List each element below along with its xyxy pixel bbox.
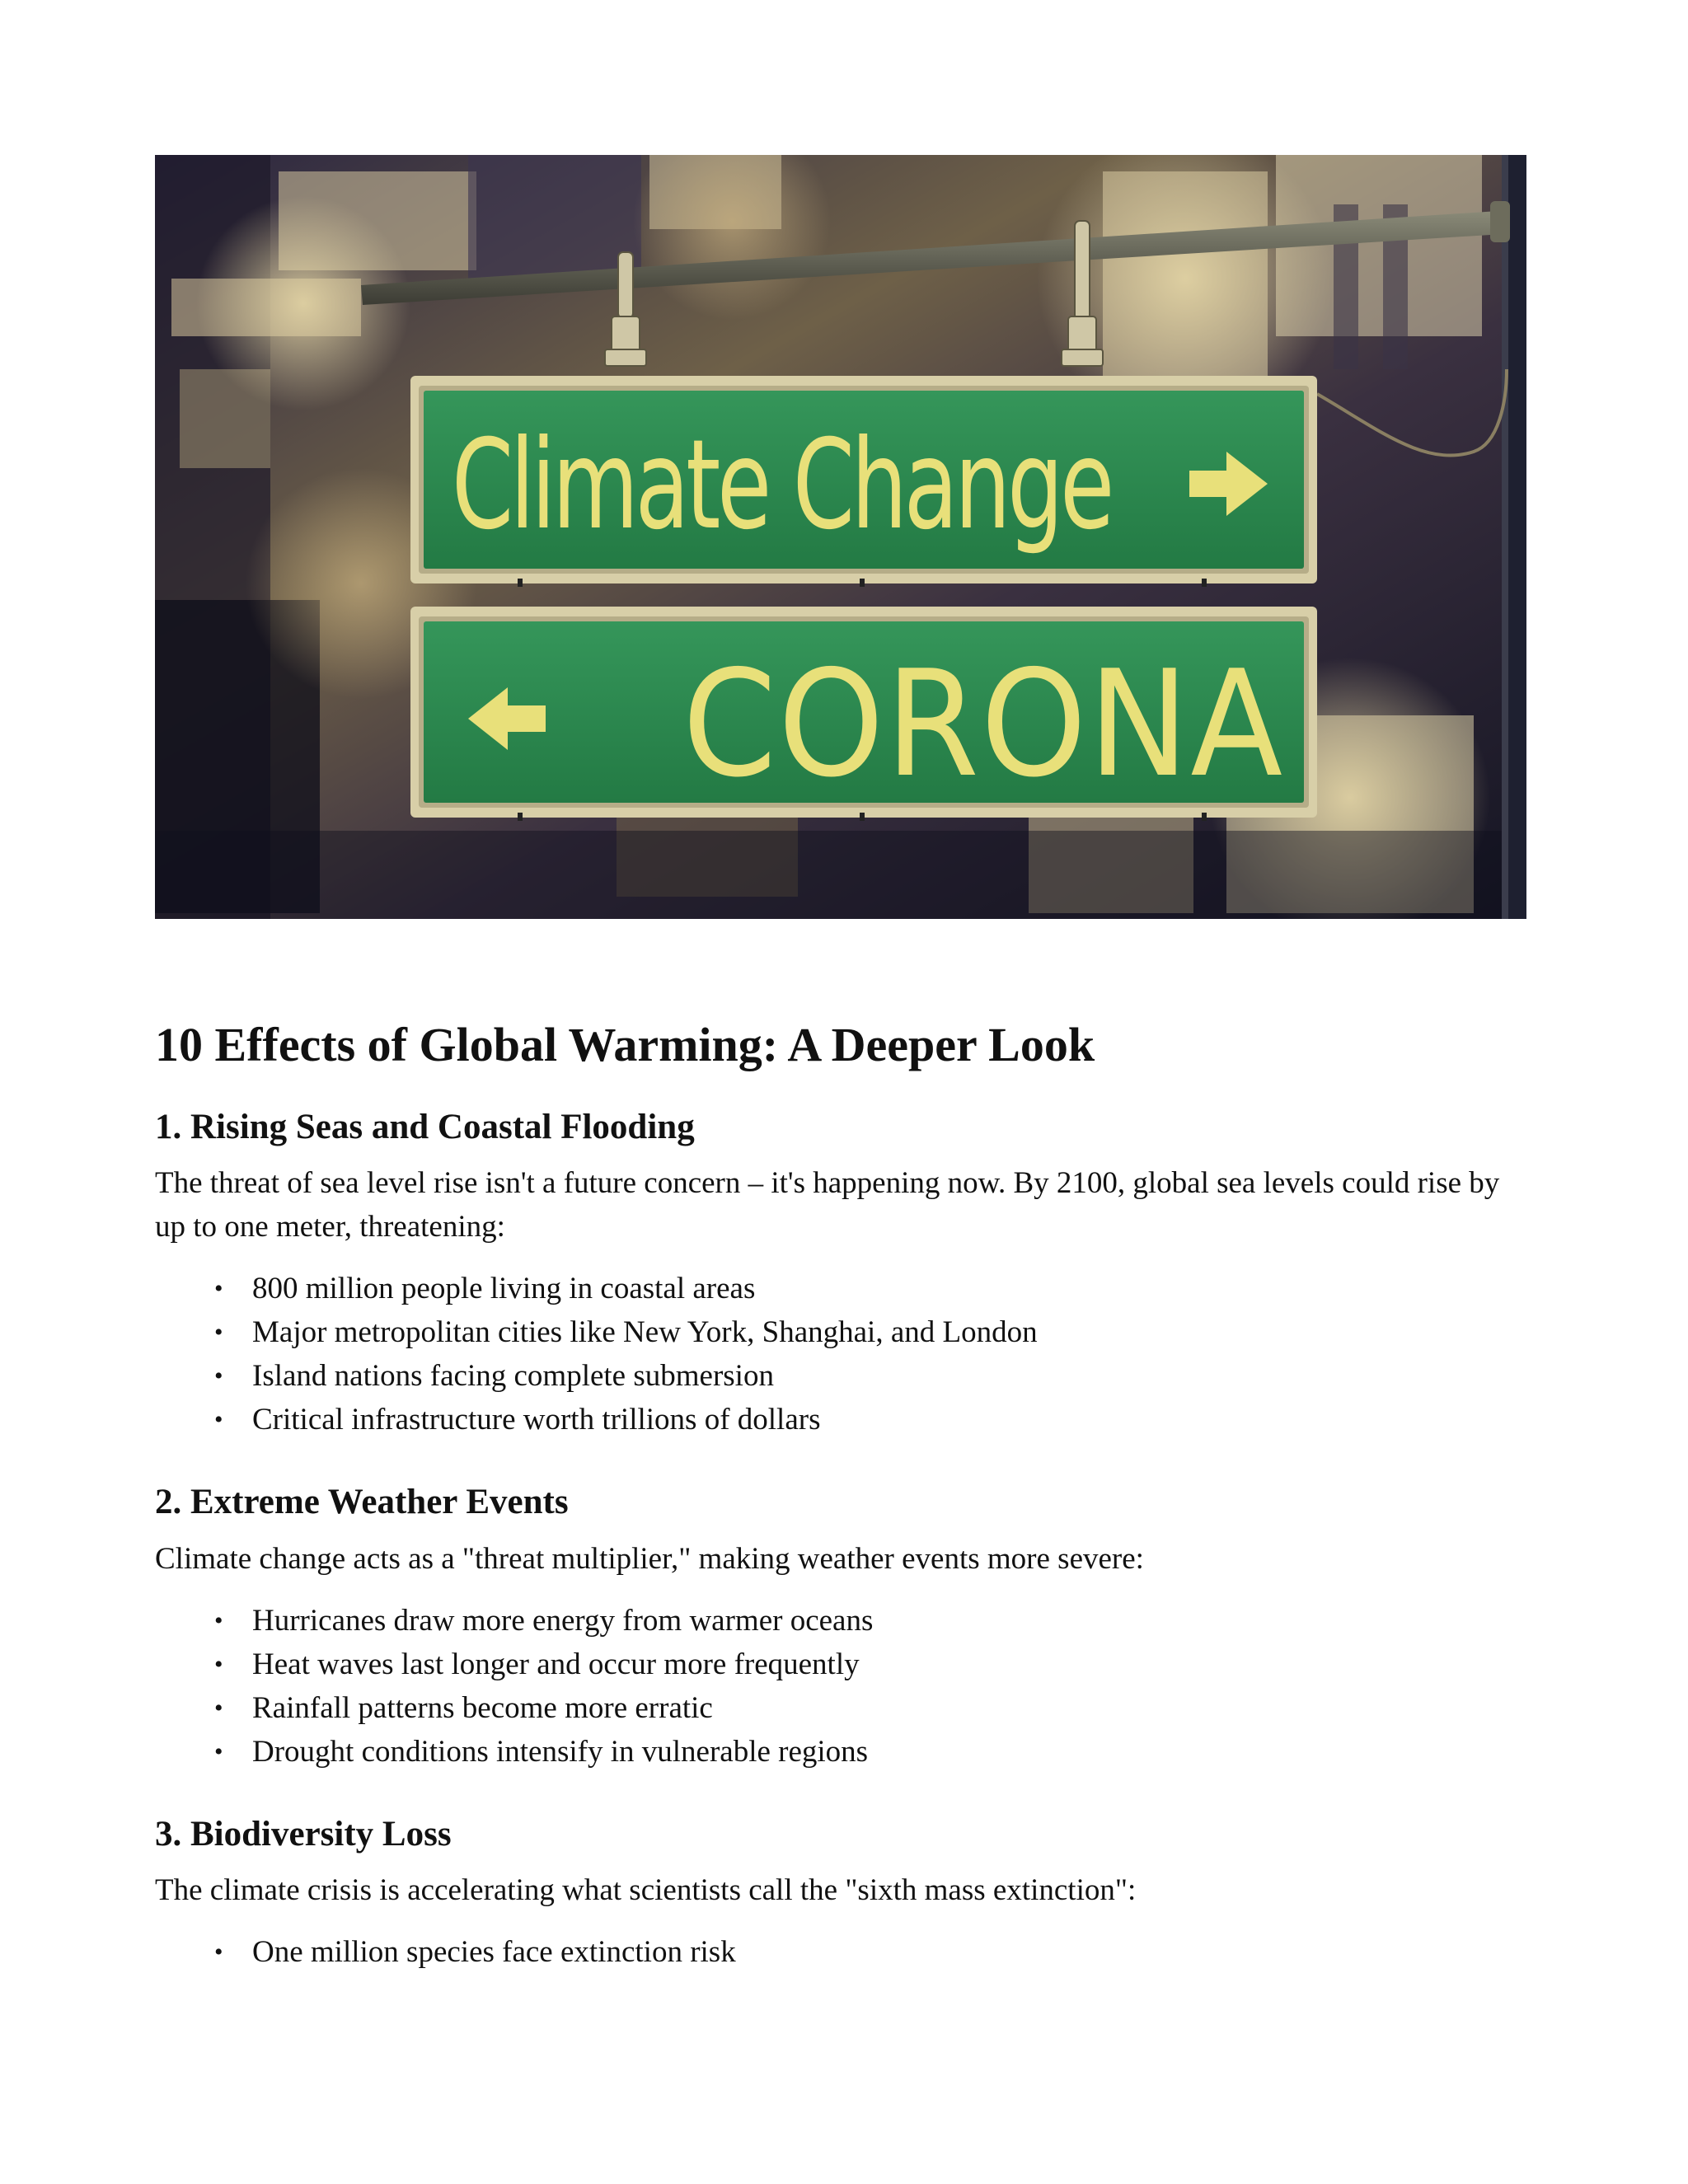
- bullet-list: [155, 1930, 1526, 1974]
- bullet-icon: •: [214, 1319, 223, 1347]
- section-intro: The climate crisis is accelerating what scientists call the "sixth mass extinction":: [155, 1873, 1137, 1908]
- section-rising-seas: [155, 1106, 1526, 1442]
- bullet-icon: •: [214, 1650, 223, 1678]
- bullet-icon: •: [214, 1275, 223, 1303]
- list-item: [155, 1354, 1526, 1398]
- bullet-icon: •: [214, 1938, 223, 1966]
- section-intro: Climate change acts as a "threat multiplier," making weather events more severe:: [155, 1541, 1144, 1576]
- list-item-text: Drought conditions intensify in vulnerable regions: [252, 1734, 869, 1769]
- list-item: [155, 1398, 1526, 1441]
- section-intro: The threat of sea level rise isn't a future concern – it's happening now. By 2100, global sea levels could rise by up to one meter, threatening:: [155, 1166, 1500, 1244]
- section-biodiversity-loss: [155, 1813, 1526, 1975]
- bullet-icon: •: [214, 1694, 223, 1722]
- document-page: [155, 155, 1526, 1974]
- section-heading: 3. Biodiversity Loss: [155, 1814, 452, 1854]
- bullet-icon: •: [214, 1406, 223, 1434]
- article-title: 10 Effects of Global Warming: A Deeper Look: [155, 1018, 1095, 1071]
- section-heading: 1. Rising Seas and Coastal Flooding: [155, 1107, 695, 1146]
- list-item-text: One million species face extinction risk: [252, 1935, 736, 1970]
- bullet-icon: •: [214, 1606, 223, 1634]
- section-extreme-weather: [155, 1481, 1526, 1774]
- list-item: [155, 1267, 1526, 1310]
- list-item-text: Major metropolitan cities like New York, Shanghai, and London: [252, 1315, 1038, 1350]
- svg-text:CORONA: CORONA: [682, 639, 1284, 809]
- bullet-list: [155, 1267, 1526, 1441]
- svg-text:Climate Change: Climate Change: [452, 414, 1111, 557]
- list-item: [155, 1310, 1526, 1354]
- list-item: [155, 1930, 1526, 1974]
- corona-sign: [410, 607, 1317, 821]
- hero-image: [155, 155, 1526, 919]
- list-item: [155, 1730, 1526, 1774]
- list-item-text: Island nations facing complete submersion: [252, 1359, 774, 1394]
- list-item-text: Heat waves last longer and occur more frequently: [252, 1647, 860, 1681]
- bullet-icon: •: [214, 1737, 223, 1765]
- list-item: [155, 1643, 1526, 1686]
- list-item: [155, 1686, 1526, 1730]
- list-item-text: Critical infrastructure worth trillions of dollars: [252, 1403, 821, 1437]
- list-item-text: Hurricanes draw more energy from warmer oceans: [252, 1603, 874, 1638]
- section-heading: 2. Extreme Weather Events: [155, 1483, 569, 1522]
- bullet-icon: •: [214, 1362, 223, 1390]
- list-item: [155, 1599, 1526, 1643]
- list-item-text: Rainfall patterns become more erratic: [252, 1690, 713, 1725]
- street-sign-photo: [155, 155, 1526, 919]
- list-item-text: 800 million people living in coastal areas: [252, 1272, 756, 1306]
- climate-change-sign: [410, 376, 1317, 587]
- bullet-list: [155, 1599, 1526, 1774]
